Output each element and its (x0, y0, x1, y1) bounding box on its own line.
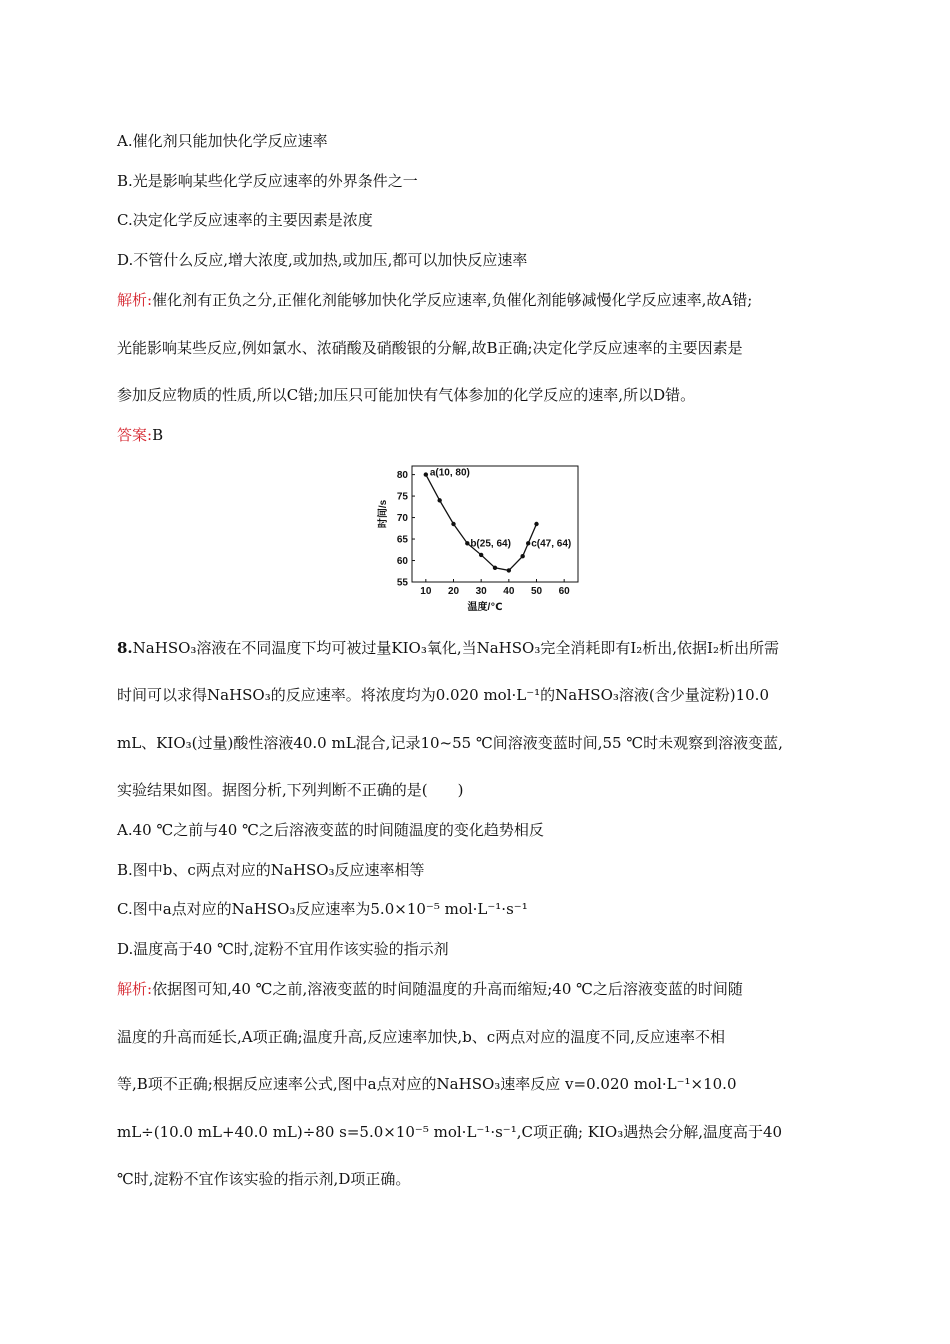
y-axis-label: 时间/s (378, 499, 389, 529)
data-point (437, 498, 441, 502)
data-point (507, 568, 511, 572)
q8-stem-line-3: mL、KIO₃(过量)酸性溶液40.0 mL混合,记录10~55 ℃间溶液变蓝时间,55 ℃时未观察到溶液变蓝, (117, 734, 783, 752)
data-point (493, 566, 497, 570)
q8-option-b: B.图中b、c两点对应的NaHSO₃反应速率相等 (117, 861, 425, 879)
data-point (424, 472, 428, 476)
q8-analysis-line-3: 等,B项不正确;根据反应速率公式,图中a点对应的NaHSO₃速率反应 v=0.020 mol·L⁻¹×10.0 (117, 1075, 737, 1093)
y-tick-label: 80 (396, 470, 408, 482)
q8-analysis-line-4: mL÷(10.0 mL+40.0 mL)÷80 s=5.0×10⁻⁵ mol·L⁻¹·s⁻¹,C项正确; KIO₃遇热会分解,温度高于40 (117, 1123, 783, 1141)
q8-stem-line-1 (117, 638, 779, 658)
q7-answer-label: 答案: (117, 426, 153, 444)
y-tick-label: 65 (396, 534, 408, 546)
q7-answer (117, 425, 163, 445)
q7-option-d: D.不管什么反应,增大浓度,或加热,或加压,都可以加快反应速率 (117, 251, 528, 269)
q7-analysis-line-2: 光能影响某些反应,例如氯水、浓硝酸及硝酸银的分解,故B正确;决定化学反应速率的主要因素是 (117, 339, 743, 357)
q7-option-b: B.光是影响某些化学反应速率的外界条件之一 (117, 172, 418, 190)
q7-answer-value: B (152, 426, 164, 444)
x-tick-label: 20 (447, 586, 460, 597)
y-tick-label: 75 (396, 491, 408, 503)
q8-option-c: C.图中a点对应的NaHSO₃反应速率为5.0×10⁻⁵ mol·L⁻¹·s⁻¹ (117, 900, 528, 918)
q7-analysis-line-1 (117, 290, 752, 310)
x-axis-label: 温度/℃ (467, 602, 503, 613)
point-annotation: a(10, 80) (429, 467, 470, 479)
point-annotation: b(25, 64) (470, 538, 511, 550)
q7-option-c: C.决定化学反应速率的主要因素是浓度 (117, 211, 373, 229)
chart-ticks (396, 467, 570, 597)
q8-stem-line-4: 实验结果如图。据图分析,下列判断不正确的是( ) (117, 781, 464, 799)
q8-number: 8. (117, 639, 133, 657)
data-point (465, 541, 469, 545)
chart-axes (412, 466, 578, 582)
q8-analysis-line-5: ℃时,淀粉不宜作该实验的指示剂,D项正确。 (117, 1170, 411, 1188)
x-tick-label: 40 (503, 586, 515, 597)
q8-analysis-label: 解析: (117, 980, 153, 998)
q7-analysis-line-3: 参加反应物质的性质,所以C错;加压只可能加快有气体参加的化学反应的速率,所以D错。 (117, 386, 696, 404)
y-tick-label: 70 (396, 513, 408, 525)
y-tick-label: 55 (396, 577, 408, 589)
q8-option-a: A.40 ℃之前与40 ℃之后溶液变蓝的时间随温度的变化趋势相反 (117, 821, 544, 839)
q8-analysis-line-2: 温度的升高而延长,A项正确;温度升高,反应速率加快,b、c两点对应的温度不同,反应速率不相 (117, 1028, 725, 1046)
y-tick-label: 60 (396, 556, 408, 568)
q8-stem-line-2: 时间可以求得NaHSO₃的反应速率。将浓度均为0.020 mol·L⁻¹的NaHSO₃溶液(含少量淀粉)10.0 (117, 686, 769, 704)
data-point (451, 522, 455, 526)
data-point (520, 554, 524, 558)
x-tick-label: 60 (558, 586, 570, 597)
q8-analysis-text-1: 依据图可知,40 ℃之前,溶液变蓝的时间随温度的升高而缩短;40 ℃之后溶液变蓝的时间随 (152, 980, 743, 998)
data-point (526, 541, 530, 545)
point-annotation: c(47, 64) (531, 538, 572, 550)
data-point (479, 553, 483, 557)
x-tick-label: 30 (475, 586, 487, 597)
q7-analysis-text-1: 催化剂有正负之分,正催化剂能够加快化学反应速率,负催化剂能够减慢化学反应速率,故A错; (152, 291, 753, 309)
x-tick-label: 10 (420, 586, 432, 597)
q7-analysis-label: 解析: (117, 291, 153, 309)
q8-stem-text-1: NaHSO₃溶液在不同温度下均可被过量KIO₃氧化,当NaHSO₃完全消耗即有I₂析出,依据I₂析出所需 (132, 639, 780, 657)
plot-frame (412, 466, 578, 582)
q8-option-d: D.温度高于40 ℃时,淀粉不宜用作该实验的指示剂 (117, 940, 449, 958)
chart-series (424, 472, 539, 572)
temperature-time-chart (366, 458, 586, 618)
q7-option-a: A.催化剂只能加快化学反应速率 (117, 132, 328, 150)
q8-analysis-line-1 (117, 979, 743, 999)
data-point (534, 522, 538, 526)
x-tick-label: 50 (530, 586, 543, 597)
